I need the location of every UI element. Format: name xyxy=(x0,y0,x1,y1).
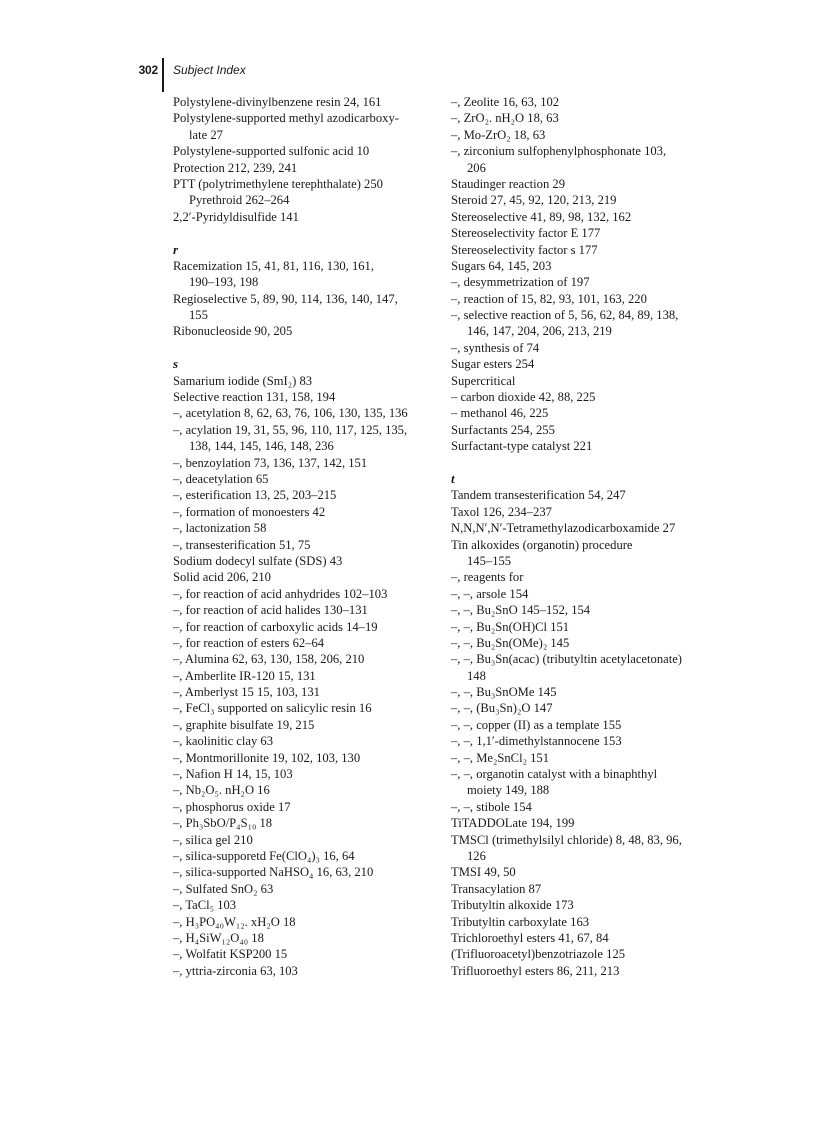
index-entry: –, synthesis of 74 xyxy=(451,340,540,355)
index-entry: Stereoselectivity factor E 177 xyxy=(451,226,601,241)
index-entry: –, –, Me₂SnCl₂ 151 xyxy=(451,750,549,765)
index-column-right xyxy=(451,94,721,979)
index-entry: –, Montmorillonite 19, 102, 103, 130 xyxy=(173,750,361,765)
index-entry: –, –, Bu₂Sn(OMe)₂ 145 xyxy=(451,635,570,650)
index-entry: Racemization 15, 41, 81, 116, 130, 161, xyxy=(173,258,375,273)
index-entry-continuation: 206 xyxy=(467,160,486,175)
index-entry: –, silica gel 210 xyxy=(173,832,253,847)
index-entry: –, acetylation 8, 62, 63, 76, 106, 130, 135, 136 xyxy=(173,406,408,421)
index-entry: –, TaCl₅ 103 xyxy=(173,898,237,913)
header-rule xyxy=(162,58,164,92)
index-entry: –, Alumina 62, 63, 130, 158, 206, 210 xyxy=(173,652,365,667)
index-entry: –, H₃PO₄₀W₁₂. xH₂O 18 xyxy=(173,914,296,929)
index-entry-continuation: 126 xyxy=(467,848,486,863)
index-entry: –, for reaction of acid anhydrides 102–103 xyxy=(173,586,388,601)
index-entry: Taxol 126, 234–237 xyxy=(451,504,552,519)
index-entry: –, –, 1,1′-dimethylstannocene 153 xyxy=(451,734,622,749)
index-entry: –, reaction of 15, 82, 93, 101, 163, 220 xyxy=(451,291,647,306)
index-entry: Trifluoroethyl esters 86, 211, 213 xyxy=(451,963,620,978)
index-entry: –, graphite bisulfate 19, 215 xyxy=(173,717,315,732)
index-entry: Supercritical xyxy=(451,373,516,388)
index-entry-continuation: 146, 147, 204, 206, 213, 219 xyxy=(467,324,612,339)
index-entry: –, desymmetrization of 197 xyxy=(451,275,590,290)
index-entry: –, Wolfatit KSP200 15 xyxy=(173,947,288,962)
index-entry: Steroid 27, 45, 92, 120, 213, 219 xyxy=(451,193,617,208)
index-entry: –, Nafion H 14, 15, 103 xyxy=(173,767,293,782)
index-entry: –, –, Bu₃SnOMe 145 xyxy=(451,685,557,700)
index-entry: –, yttria-zirconia 63, 103 xyxy=(173,963,298,978)
index-entry: –, formation of monoesters 42 xyxy=(173,504,326,519)
section-letter: s xyxy=(173,356,179,372)
index-entry: –, silica-supported NaHSO₄ 16, 63, 210 xyxy=(173,865,374,880)
index-entry-continuation: late 27 xyxy=(189,127,223,142)
index-entry: –, –, stibole 154 xyxy=(451,799,532,814)
index-entry: –, lactonization 58 xyxy=(173,521,267,536)
index-entry: TMSCl (trimethylsilyl chloride) 8, 48, 83, 96, xyxy=(451,832,682,847)
index-entry: –, phosphorus oxide 17 xyxy=(173,799,291,814)
index-entry: Trichloroethyl esters 41, 67, 84 xyxy=(451,930,609,945)
index-entry: –, acylation 19, 31, 55, 96, 110, 117, 125, 135, xyxy=(173,422,408,437)
index-entry: –, Mo-ZrO₂ 18, 63 xyxy=(451,127,546,142)
index-entry: –, for reaction of acid halides 130–131 xyxy=(173,603,368,618)
index-entry-continuation: 155 xyxy=(189,308,208,323)
page-header xyxy=(0,58,816,92)
index-entry: Protection 212, 239, 241 xyxy=(173,160,298,175)
index-entry: Polystylene-supported sulfonic acid 10 xyxy=(173,144,370,159)
index-entry: –, selective reaction of 5, 56, 62, 84, 89, 138, xyxy=(451,308,679,323)
index-entry: –, silica-supporetd Fe(ClO₄)₃ 16, 64 xyxy=(173,848,355,863)
index-entry: Regioselective 5, 89, 90, 114, 136, 140, 147, xyxy=(173,291,398,306)
index-entry: 2,2′-Pyridyldisulfide 141 xyxy=(173,209,299,224)
index-entry: –, zirconium sulfophenylphosphonate 103, xyxy=(451,144,667,159)
index-entry: Tributyltin carboxylate 163 xyxy=(451,914,590,929)
index-entry-continuation: Pyrethroid 262–264 xyxy=(189,193,290,208)
index-entry: Solid acid 206, 210 xyxy=(173,570,271,585)
index-entry: PTT (polytrimethylene terephthalate) 250 xyxy=(173,176,383,191)
index-entry: N,N,N′,N′-Tetramethylazodicarboxamide 27 xyxy=(451,521,676,536)
index-entry: –, benzoylation 73, 136, 137, 142, 151 xyxy=(173,455,368,470)
index-entry: (Trifluoroacetyl)benzotriazole 125 xyxy=(451,947,626,962)
index-entry: –, esterification 13, 25, 203–215 xyxy=(173,488,337,503)
index-entry: –, –, arsole 154 xyxy=(451,586,529,601)
index-entry: –, Zeolite 16, 63, 102 xyxy=(451,95,560,109)
index-entry: –, –, copper (II) as a template 155 xyxy=(451,717,622,732)
spacer xyxy=(173,225,443,241)
index-entry: – methanol 46, 225 xyxy=(451,406,549,421)
index-entry-continuation: 138, 144, 145, 146, 148, 236 xyxy=(189,439,334,454)
index-entry: –, –, Bu₂SnO 145–152, 154 xyxy=(451,603,591,618)
index-entry: – carbon dioxide 42, 88, 225 xyxy=(451,390,596,405)
index-entry: –, –, (Bu₃Sn)₂O 147 xyxy=(451,701,553,716)
index-entry: –, reagents for xyxy=(451,570,524,585)
index-entry: Stereoselectivity factor s 177 xyxy=(451,242,598,257)
section-letter: t xyxy=(451,470,455,486)
spacer xyxy=(451,455,721,471)
index-entry-continuation: moiety 149, 188 xyxy=(467,783,550,798)
index-entry-continuation: 190–193, 198 xyxy=(189,275,259,290)
index-entry: –, –, Bu₂Sn(OH)Cl 151 xyxy=(451,619,570,634)
index-entry: –, Amberlite IR-120 15, 131 xyxy=(173,668,316,683)
index-entry: –, Nb₂O₅. nH₂O 16 xyxy=(173,783,270,798)
running-title: Subject Index xyxy=(173,63,246,77)
index-entry: Sugar esters 254 xyxy=(451,357,535,372)
index-entry: Polystylene-divinylbenzene resin 24, 161 xyxy=(173,95,382,109)
index-entry: Ribonucleoside 90, 205 xyxy=(173,324,293,339)
index-entry: Samarium iodide (SmI₂) 83 xyxy=(173,373,313,388)
index-entry: Sugars 64, 145, 203 xyxy=(451,258,552,273)
index-entry: –, Ph₃SbO/P₄S₁₀ 18 xyxy=(173,816,273,831)
index-entry: Tin alkoxides (organotin) procedure xyxy=(451,537,633,552)
index-entry: –, Sulfated SnO₂ 63 xyxy=(173,881,274,896)
index-entry: –, ZrO₂. nH₂O 18, 63 xyxy=(451,111,559,126)
index-entry-continuation: 145–155 xyxy=(467,553,512,568)
index-entry: Surfactant-type catalyst 221 xyxy=(451,439,593,454)
section-letter: r xyxy=(173,241,179,257)
index-entry: –, for reaction of esters 62–64 xyxy=(173,635,325,650)
index-entry: Tandem transesterification 54, 247 xyxy=(451,488,626,503)
page-number: 302 xyxy=(138,63,158,77)
index-entry: Transacylation 87 xyxy=(451,881,542,896)
index-entry: Stereoselective 41, 89, 98, 132, 162 xyxy=(451,209,632,224)
index-entry: TMSI 49, 50 xyxy=(451,865,516,880)
index-entry: –, Amberlyst 15 15, 103, 131 xyxy=(173,685,320,700)
index-entry: –, for reaction of carboxylic acids 14–19 xyxy=(173,619,378,634)
index-column-left xyxy=(173,94,443,979)
index-entry: Tributyltin alkoxide 173 xyxy=(451,898,574,913)
index-entry: Sodium dodecyl sulfate (SDS) 43 xyxy=(173,553,343,568)
index-entry: –, FeCl₃ supported on salicylic resin 16 xyxy=(173,701,372,716)
index-entry: –, –, organotin catalyst with a binaphthyl xyxy=(451,767,658,782)
index-entry: –, –, Bu₃Sn(acac) (tributyltin acetylacetonate) xyxy=(451,652,682,667)
index-entry: TiTADDOLate 194, 199 xyxy=(451,816,575,831)
index-entry: –, H₄SiW₁₂O₄₀ 18 xyxy=(173,930,264,945)
index-entry-continuation: 148 xyxy=(467,668,486,683)
index-entry: Selective reaction 131, 158, 194 xyxy=(173,390,336,405)
index-entry: Staudinger reaction 29 xyxy=(451,176,566,191)
spacer xyxy=(173,340,443,356)
index-entry: –, kaolinitic clay 63 xyxy=(173,734,274,749)
index-entry: Surfactants 254, 255 xyxy=(451,422,555,437)
index-entry: –, transesterification 51, 75 xyxy=(173,537,311,552)
index-entry: Polystylene-supported methyl azodicarboxy- xyxy=(173,111,399,126)
index-entry: –, deacetylation 65 xyxy=(173,471,269,486)
